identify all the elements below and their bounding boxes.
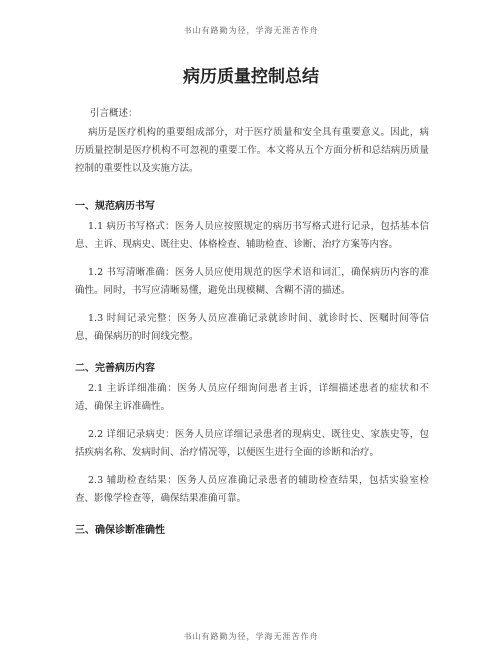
paragraph-2-1: 2.1 主诉详细准确：医务人员应仔细询问患者主诉，详细描述患者的症状和不适，确保主诉准确性。 [75,383,429,412]
page-header: 书山有路勤为径，学海无涯苦作舟 [183,26,319,35]
section-heading-1: 一、规范病历书写 [75,201,155,212]
paragraph-1-1: 1.1 病历书写格式：医务人员应按照规定的病历书写格式进行记录，包括基本信息、主诉、现病史、既往史、体格检查、辅助检查、诊断、治疗方案等内容。 [75,221,429,250]
intro-paragraph: 病历是医疗机构的重要组成部分，对于医疗质量和安全具有重要意义。因此，病历质量控制是医疗机构不可忽视的重要工作。本文将从五个方面分析和总结病历质量控制的重要性以及实施方法。 [75,127,429,174]
intro-label: 引言概述： [90,108,138,119]
page-footer: 书山有路勤为径，学海无涯苦作舟 [183,632,319,641]
section-heading-2: 二、完善病历内容 [75,363,155,374]
paragraph-2-2: 2.2 详细记录病史：医务人员应详细记录患者的现病史、既往史、家族史等，包括疾病名称、发病时间、治疗情况等，以便医生进行全面的诊断和治疗。 [75,429,429,458]
section-heading-3: 三、确保诊断准确性 [75,525,165,536]
paragraph-2-3: 2.3 辅助检查结果：医务人员应准确记录患者的辅助检查结果，包括实验室检查、影像学检查等，确保结果准确可靠。 [75,475,429,504]
paragraph-1-3: 1.3 时间记录完整：医务人员应准确记录就诊时间、就诊时长、医嘱时间等信息，确保病历的时间线完整。 [75,313,429,342]
paragraph-1-2: 1.2 书写清晰准确：医务人员应使用规范的医学术语和词汇，确保病历内容的准确性。同时，书写应清晰易懂，避免出现模糊、含糊不清的描述。 [75,267,429,296]
document-title: 病历质量控制总结 [183,67,319,87]
